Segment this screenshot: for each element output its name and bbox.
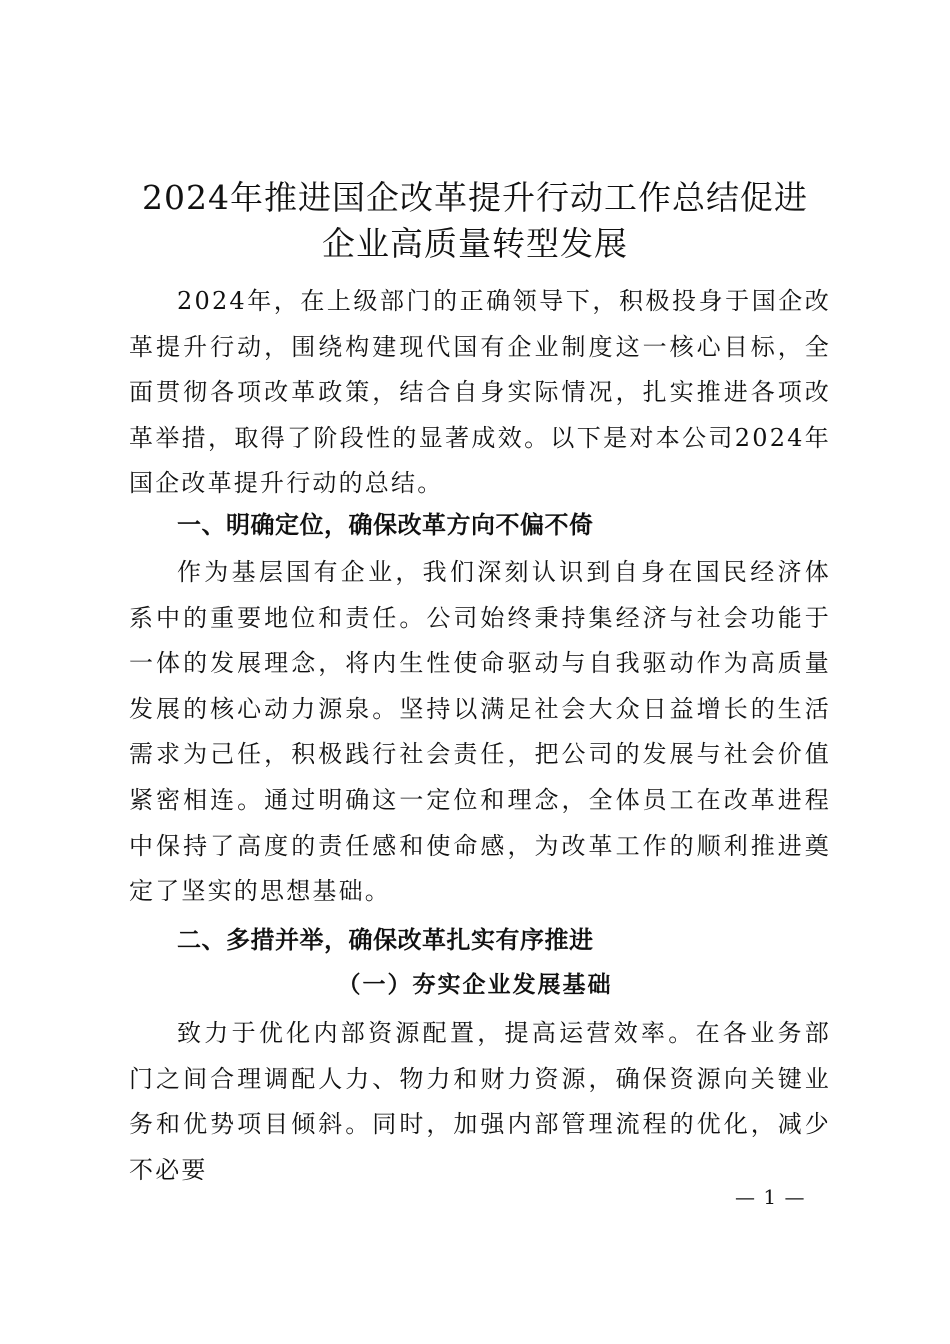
section-2-paragraph: 致力于优化内部资源配置，提高运营效率。在各业务部门之间合理调配人力、物力和财力资源，确保资源向关键业务和优势项目倾斜。同时，加强内部管理流程的优化，减少不必要 <box>129 1019 831 1184</box>
section-2-subheading: （一）夯实企业发展基础 <box>337 971 613 998</box>
section-1-heading: 一、明确定位，确保改革方向不偏不倚 <box>177 511 594 539</box>
page-number: — 1 — <box>735 1185 806 1209</box>
document-title-line-2: 企业高质量转型发展 <box>322 224 628 263</box>
document-title-line-1: 2024年推进国企改革提升行动工作总结促进 <box>142 178 808 217</box>
section-2-heading: 二、多措并举，确保改革扎实有序推进 <box>177 926 594 954</box>
intro-paragraph: 2024年，在上级部门的正确领导下，积极投身于国企改革提升行动，围绕构建现代国有企业制度这一核心目标，全面贯彻各项改革政策，结合自身实际情况，扎实推进各项改革举措，取得了阶段性的显著成效。以下是对本公司2024年国企改革提升行动的总结。 <box>129 287 831 498</box>
section-1-paragraph: 作为基层国有企业，我们深刻认识到自身在国民经济体系中的重要地位和责任。公司始终秉持集经济与社会功能于一体的发展理念，将内生性使命驱动与自我驱动作为高质量发展的核心动力源泉。坚持以满足社会大众日益增长的生活需求为己任，积极践行社会责任，把公司的发展与社会价值紧密相连。通过明确这一定位和理念，全体员工在改革进程中保持了高度的责任感和使命感，为改革工作的顺利推进奠定了坚实的思想基础。 <box>129 558 831 906</box>
